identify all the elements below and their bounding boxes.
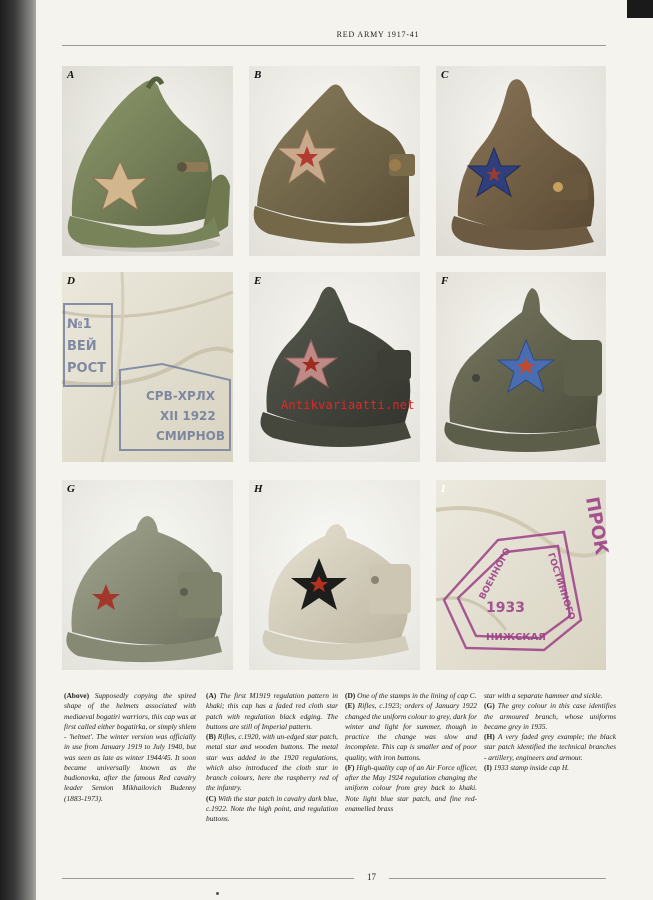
caption-text: The first M1919 regulation pattern in khaki; this cap has a faded red cloth star patch with regulation black edging. The buttons are still of Imperial pattern. [206,691,338,731]
photo-i [436,480,612,670]
stamp-text: СРВ-ХРЛХ [146,389,215,403]
caption-e [345,701,477,763]
caption-column-3 [345,691,477,814]
photo-label: F [441,275,449,287]
photo-c [436,66,606,256]
footer-rule-right [389,878,606,879]
photo-label: G [67,483,75,495]
photo-h [249,480,420,670]
caption-b [206,732,338,794]
footer-rule-left [62,878,354,879]
photo-label: E [254,275,262,287]
header-rule [62,45,606,46]
caption-c [206,794,338,825]
photo-f [436,272,606,462]
caption-label: (E) [345,701,355,711]
photo-b [249,66,420,256]
caption-label: (F) [345,762,355,772]
caption-f [345,763,477,814]
lining-stamp-cap-c [62,272,233,462]
photo-d [62,272,233,462]
book-page [36,0,653,900]
caption-label: (H) [484,732,495,741]
caption-text: Rifles, c.1923; orders of January 1922 changed the uniform colour to grey, dark for winter and light for summer, though in practice the change was slow and incomplete. This cap is smaller and of poor quality, with iron buttons. [345,701,477,762]
caption-a [206,691,338,732]
caption-text: One of the stamps in the lining of cap C. [355,691,477,700]
caption-text: High-quality cap of an Air Force officer, after the May 1924 regulation changing the uniform colour from grey back to khaki. Note light blue star patch, and fine red-enamelled brass [345,762,477,813]
watermark: Antikvariaatti.net [281,398,415,412]
budionovka-armoured-grey-cap [62,480,233,670]
caption-label: (A) [206,691,217,700]
caption-label: (Above) [64,691,90,700]
caption-i [484,763,616,773]
photo-label: I [441,483,446,495]
caption-column-2 [206,691,338,824]
caption-label: (D) [345,691,356,700]
photo-e [249,272,420,462]
stamp-1933-cap-h [436,480,612,670]
stamp-text: СМИРНОВ [156,429,225,443]
photo-label: A [67,69,75,81]
caption-g [484,701,616,732]
scan-speck [216,892,219,895]
caption-above [64,691,196,804]
stamp-text: ГОСТИННОГО [545,551,577,622]
caption-text: 1933 stamp inside cap H. [491,762,569,772]
budionovka-air-force-cap [436,272,606,462]
photo-label: C [441,69,449,81]
caption-label: (G) [484,701,495,711]
stamp-text: РОСТ [67,361,106,376]
caption-text: With the star patch in cavalry dark blue, c.1922. Note the high point, and regulation buttons. [206,793,338,823]
caption-text: star with a separate hammer and sickle. [484,691,603,700]
stamp-text: ВОЕННОГО [477,546,514,602]
page-number: 17 [367,872,376,882]
scan-corner [627,0,653,18]
budionovka-cavalry-cap [436,66,606,256]
budionovka-rifles-cap [249,66,420,256]
photo-g [62,480,233,670]
caption-text: A very faded grey example; the black star patch identified the technical branches - artillery, engineers and armour. [484,732,616,762]
stamp-text: 1933 [486,600,525,616]
stamp-text: ВЕЙ [67,339,97,354]
caption-d [345,691,477,701]
caption-column-1 [64,691,196,804]
caption-label: (C) [206,793,217,803]
stamp-text: №1 [67,317,92,332]
photo-label: D [67,275,75,287]
stamp-text: НИЖСКАЯ [486,632,546,643]
budionovka-dark-grey-cap [249,272,420,462]
caption-label: (B) [206,732,216,741]
caption-h [484,732,616,763]
photo-label: H [254,483,263,495]
stamp-text: ХII 1922 [160,409,216,423]
caption-text: Supposedly copying the spired shape of the helmets associated with mediaeval bogatiri warriors, this cap was at first called either bogatirka, or simply shlem - 'helmet'. The winter version was officially in use from January 1919 to July 1940, but was seen as late as winter 1944/45. It soon became universally known as the budionovka, after the famous Red cavalry leader Semion Mikhailovich Budenny (1883-1973). [64,691,196,803]
photo-a [62,66,233,256]
budionovka-khaki-cap [62,66,233,256]
budionovka-faded-grey-cap [249,480,420,670]
caption-text: Rifles, c.1920, with un-edged star patch, metal star and wooden buttons. The metal star was added in the 1920 regulations, which also introduced the cloth star in branch colours, here the raspberry red of the infantry. [206,732,338,793]
caption-text: The grey colour in this case identifies the armoured branch, whose uniforms became grey in 1935. [484,701,616,731]
caption-column-4 [484,691,616,773]
running-head: RED ARMY 1917-41 [336,30,420,39]
stamp-text: ПРОК [581,495,612,557]
caption-f-continued [484,691,616,701]
photo-label: B [254,69,262,81]
caption-label: (I) [484,762,492,772]
